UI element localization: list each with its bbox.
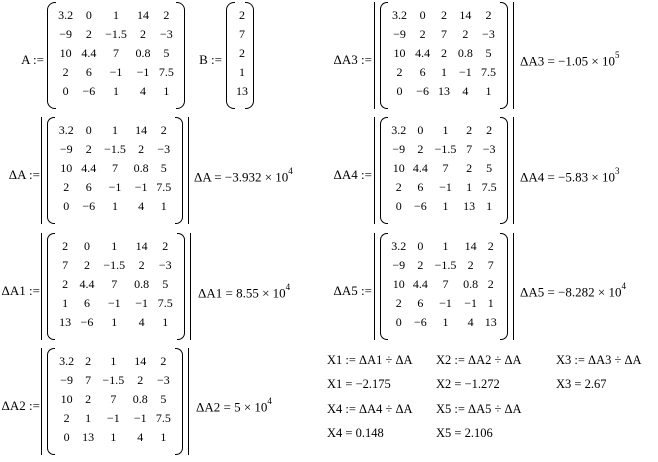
matrix-cell: 0 bbox=[63, 199, 70, 213]
matrix-cell: 1 bbox=[111, 199, 118, 213]
matrix-cells bbox=[233, 6, 251, 101]
matrix-cell: 1 bbox=[162, 315, 169, 329]
matrix-label-b: B := bbox=[199, 52, 222, 67]
matrix-cell: 1 bbox=[485, 84, 492, 98]
matrix-cells bbox=[54, 6, 178, 101]
matrix-cell: 0 bbox=[63, 430, 70, 444]
matrix-cell: 0 bbox=[85, 123, 92, 137]
matrix-row bbox=[388, 44, 500, 63]
matrix-cell: 0.8 bbox=[132, 392, 148, 406]
matrix-row bbox=[233, 25, 251, 44]
matrix-cell: 2 bbox=[63, 180, 70, 194]
matrix-cell: −9 bbox=[393, 27, 406, 41]
matrix-cell: 2 bbox=[63, 411, 70, 425]
x2-value: X2 = −1.272 bbox=[436, 377, 500, 391]
matrix-cell: −1 bbox=[133, 411, 147, 425]
matrix-cell: 13 bbox=[484, 315, 497, 329]
matrix-cell: 7.5 bbox=[157, 296, 173, 310]
matrix-cell: −6 bbox=[416, 84, 429, 98]
matrix-row bbox=[55, 140, 175, 159]
det-result-a2: $\Delta A2 = 5 \times 10^4$ bbox=[196, 396, 272, 415]
det-matrix-a4 bbox=[374, 117, 514, 224]
matrix-cell: 10 bbox=[60, 392, 73, 406]
matrix-cell: 7 bbox=[112, 46, 119, 60]
matrix-cell: 2 bbox=[62, 239, 69, 253]
matrix-cell: 1 bbox=[160, 199, 167, 213]
matrix-cell: 0 bbox=[395, 315, 402, 329]
matrix-cell: −1.5 bbox=[104, 142, 126, 156]
matrix-cells bbox=[55, 121, 175, 216]
matrix-cell: −1.5 bbox=[105, 27, 127, 41]
matrix-row bbox=[388, 294, 500, 313]
matrix-row bbox=[388, 25, 500, 44]
matrix-cell: 10 bbox=[393, 46, 406, 60]
matrix-cell: −1 bbox=[464, 296, 477, 310]
matrix-cell: 1 bbox=[112, 84, 119, 98]
matrix-cell: 2 bbox=[485, 8, 492, 22]
matrix-row bbox=[55, 428, 175, 447]
matrix-cell: 0.8 bbox=[135, 46, 151, 60]
matrix-cells bbox=[388, 121, 500, 216]
matrix-cell: 1 bbox=[163, 84, 170, 98]
matrix-cell: 0 bbox=[396, 84, 403, 98]
matrix-cell: −6 bbox=[82, 199, 96, 213]
matrix-cell: 4.4 bbox=[81, 46, 97, 60]
matrix-row bbox=[55, 256, 177, 275]
matrix-cell: −1.5 bbox=[434, 258, 457, 272]
matrix-cell: 2 bbox=[137, 373, 144, 387]
matrix-cell: 2 bbox=[160, 123, 167, 137]
det-matrix-a5 bbox=[374, 233, 514, 340]
matrix-cell: 7 bbox=[442, 161, 449, 175]
matrix-cell: 2 bbox=[85, 27, 92, 41]
matrix-cell: 2 bbox=[162, 239, 169, 253]
matrix-cell: 7 bbox=[442, 277, 449, 291]
matrix-cell: 1 bbox=[111, 123, 118, 137]
matrix-cell: 2 bbox=[462, 27, 469, 41]
matrix-cell: 1 bbox=[466, 180, 473, 194]
det-result-a: $\Delta A = -3.932 \times 10^4$ bbox=[194, 166, 293, 185]
matrix-cell: −1 bbox=[109, 65, 123, 79]
matrix-cell: 14 bbox=[459, 8, 472, 22]
matrix-cell: 1 bbox=[486, 199, 493, 213]
matrix-cell: 7 bbox=[239, 27, 245, 41]
matrix-cell: 7 bbox=[466, 142, 473, 156]
matrix-cell: 1 bbox=[442, 239, 449, 253]
matrix-cell: 0 bbox=[83, 239, 90, 253]
matrix-row bbox=[388, 140, 500, 159]
matrix-cell: −3 bbox=[482, 142, 496, 156]
matrix-cell: 7.5 bbox=[481, 180, 497, 194]
matrix-cell: 5 bbox=[486, 161, 493, 175]
x3-definition: X3 := ΔA3 ÷ ΔA bbox=[556, 353, 642, 367]
matrix-cell: 2 bbox=[239, 46, 245, 60]
matrix-row bbox=[55, 294, 177, 313]
det-result-a5: $\Delta A5 = -8.282 \times 10^4$ bbox=[520, 281, 626, 300]
matrix-cells bbox=[55, 237, 177, 332]
matrix-row bbox=[55, 275, 177, 294]
matrix-cells bbox=[55, 352, 175, 447]
matrix-cell: 0.8 bbox=[133, 161, 149, 175]
matrix-cell: 4 bbox=[462, 84, 469, 98]
matrix-cell: −1 bbox=[136, 65, 150, 79]
matrix-cell: 2 bbox=[85, 392, 92, 406]
matrix-cell: 3.2 bbox=[58, 8, 74, 22]
matrix-cell: −9 bbox=[392, 258, 406, 272]
matrix-cell: 7 bbox=[111, 277, 118, 291]
matrix-cell: −3 bbox=[157, 373, 170, 387]
matrix-row bbox=[55, 159, 175, 178]
x5-value: X5 = 2.106 bbox=[436, 426, 493, 440]
matrix-row bbox=[55, 313, 177, 332]
matrix-cell: 13 bbox=[82, 430, 95, 444]
matrix-cell: −1 bbox=[107, 296, 121, 310]
matrix-cell: 14 bbox=[135, 123, 148, 137]
matrix-cell: −6 bbox=[414, 315, 427, 329]
matrix-row bbox=[388, 313, 500, 332]
matrix-cell: 5 bbox=[162, 277, 169, 291]
matrix-row bbox=[388, 159, 500, 178]
matrix-cell: 0 bbox=[417, 123, 424, 137]
matrix-cell: 13 bbox=[463, 199, 476, 213]
matrix-cell: 2 bbox=[85, 354, 92, 368]
matrix-cell: 6 bbox=[417, 296, 424, 310]
matrix-cell: 2 bbox=[467, 258, 474, 272]
det-matrix-a1 bbox=[41, 233, 191, 340]
matrix-cell: 1 bbox=[442, 123, 449, 137]
matrix-row bbox=[388, 6, 500, 25]
matrix-cell: −9 bbox=[59, 27, 73, 41]
x1-value: X1 = −2.175 bbox=[327, 377, 391, 391]
matrix-cell: 7 bbox=[487, 258, 494, 272]
matrix-cells bbox=[388, 6, 500, 101]
x4-value: X4 = 0.148 bbox=[327, 426, 384, 440]
matrix-cell: 3.2 bbox=[59, 354, 75, 368]
matrix-cell: 14 bbox=[464, 239, 477, 253]
matrix-cell: −3 bbox=[157, 142, 171, 156]
matrix-cell: 1 bbox=[442, 315, 449, 329]
matrix-cell: 2 bbox=[487, 277, 494, 291]
matrix-row bbox=[388, 237, 500, 256]
matrix-row bbox=[54, 6, 178, 25]
matrix-row bbox=[55, 121, 175, 140]
matrix-cell: 2 bbox=[62, 277, 69, 291]
matrix-cell: −6 bbox=[414, 199, 427, 213]
matrix-cell: 2 bbox=[466, 161, 473, 175]
matrix-cell: 1 bbox=[111, 239, 118, 253]
matrix-row bbox=[388, 178, 500, 197]
matrix-cell: 4 bbox=[138, 315, 145, 329]
matrix-cell: 1 bbox=[111, 315, 118, 329]
det-result-a1: $\Delta A1 = 8.55 \times 10^4$ bbox=[198, 282, 291, 301]
matrix-row bbox=[388, 256, 500, 275]
matrix-row bbox=[54, 63, 178, 82]
matrix-cell: 13 bbox=[59, 315, 72, 329]
matrix-cell: 14 bbox=[134, 354, 147, 368]
matrix-cell: 14 bbox=[135, 239, 148, 253]
matrix-cell: 2 bbox=[62, 65, 69, 79]
matrix-cell: 2 bbox=[239, 8, 245, 22]
matrix-cell: 2 bbox=[396, 65, 403, 79]
matrix-cell: −1 bbox=[108, 180, 122, 194]
matrix-a bbox=[47, 2, 185, 109]
matrix-cells bbox=[388, 237, 500, 332]
matrix-cell: −3 bbox=[159, 27, 173, 41]
matrix-cell: 2 bbox=[419, 27, 426, 41]
matrix-cell: −1 bbox=[135, 296, 149, 310]
matrix-row bbox=[388, 82, 500, 101]
matrix-cell: 1 bbox=[62, 296, 69, 310]
matrix-cell: 1 bbox=[85, 411, 92, 425]
matrix-row bbox=[233, 44, 251, 63]
matrix-cell: 4.4 bbox=[412, 277, 428, 291]
matrix-row bbox=[388, 121, 500, 140]
matrix-cell: 2 bbox=[487, 239, 494, 253]
matrix-cell: 2 bbox=[440, 8, 447, 22]
matrix-cell: 2 bbox=[395, 296, 402, 310]
matrix-cell: 2 bbox=[395, 180, 402, 194]
matrix-cell: 2 bbox=[140, 27, 147, 41]
det-label-a1: ΔA1 := bbox=[1, 283, 40, 298]
matrix-cell: 2 bbox=[138, 258, 145, 272]
matrix-cell: −1 bbox=[134, 180, 148, 194]
matrix-cell: 2 bbox=[83, 258, 90, 272]
matrix-cell: 1 bbox=[487, 296, 494, 310]
matrix-cell: 5 bbox=[485, 46, 492, 60]
matrix-cell: −1 bbox=[458, 65, 472, 79]
det-label-a4: ΔA4 := bbox=[333, 167, 372, 182]
matrix-cell: −1 bbox=[106, 411, 120, 425]
matrix-cell: 7 bbox=[62, 258, 69, 272]
det-label-a2: ΔA2 := bbox=[1, 398, 40, 413]
matrix-cell: 0 bbox=[85, 8, 92, 22]
matrix-cell: 7 bbox=[110, 392, 117, 406]
x3-value: X3 = 2.67 bbox=[556, 377, 607, 391]
matrix-cell: 13 bbox=[437, 84, 450, 98]
matrix-cell: 7 bbox=[85, 373, 92, 387]
matrix-row bbox=[55, 409, 175, 428]
matrix-cell: 4 bbox=[467, 315, 474, 329]
matrix-cell: 1 bbox=[110, 430, 117, 444]
matrix-cell: 2 bbox=[466, 123, 473, 137]
det-label-a3: ΔA3 := bbox=[333, 52, 372, 67]
matrix-cell: 1 bbox=[442, 199, 449, 213]
matrix-cell: 10 bbox=[59, 46, 72, 60]
det-matrix-a3 bbox=[374, 2, 514, 109]
matrix-row bbox=[388, 63, 500, 82]
matrix-cell: −1 bbox=[439, 296, 452, 310]
matrix-cell: −9 bbox=[59, 142, 73, 156]
matrix-cell: 0 bbox=[419, 8, 426, 22]
matrix-cell: −9 bbox=[392, 142, 406, 156]
x1-definition: X1 := ΔA1 ÷ ΔA bbox=[327, 353, 413, 367]
matrix-cell: 2 bbox=[417, 258, 424, 272]
matrix-cell: 13 bbox=[236, 84, 248, 98]
matrix-cell: 4 bbox=[138, 199, 145, 213]
det-matrix-a2 bbox=[41, 348, 189, 455]
det-matrix-a bbox=[41, 117, 189, 224]
matrix-row bbox=[233, 6, 251, 25]
matrix-cell: 2 bbox=[138, 142, 145, 156]
det-label-a: ΔA := bbox=[8, 167, 40, 182]
matrix-cell: 10 bbox=[60, 161, 73, 175]
matrix-cell: 6 bbox=[83, 296, 90, 310]
matrix-row bbox=[55, 197, 175, 216]
matrix-cell: 14 bbox=[137, 8, 150, 22]
matrix-cell: 4 bbox=[140, 84, 147, 98]
matrix-cell: −3 bbox=[482, 27, 495, 41]
matrix-cell: 6 bbox=[85, 65, 92, 79]
matrix-cell: 2 bbox=[417, 142, 424, 156]
matrix-cell: 0 bbox=[62, 84, 69, 98]
matrix-row bbox=[55, 237, 177, 256]
matrix-cell: 10 bbox=[392, 277, 405, 291]
matrix-cell: −9 bbox=[60, 373, 73, 387]
matrix-cell: −1.5 bbox=[434, 142, 457, 156]
x5-definition: X5 := ΔA5 ÷ ΔA bbox=[436, 402, 522, 416]
matrix-cell: 3.2 bbox=[391, 239, 407, 253]
det-result-a3: $\Delta A3 = -1.05 \times 10^5$ bbox=[520, 50, 620, 69]
matrix-cell: 6 bbox=[85, 180, 92, 194]
matrix-cell: 3.2 bbox=[58, 123, 74, 137]
matrix-cell: −1 bbox=[439, 180, 452, 194]
matrix-cell: 7.5 bbox=[158, 65, 174, 79]
matrix-cell: −3 bbox=[158, 258, 172, 272]
matrix-cell: 6 bbox=[419, 65, 426, 79]
x2-definition: X2 := ΔA2 ÷ ΔA bbox=[436, 353, 522, 367]
matrix-row bbox=[54, 25, 178, 44]
matrix-row bbox=[55, 178, 175, 197]
x4-definition: X4 := ΔA4 ÷ ΔA bbox=[327, 402, 413, 416]
matrix-cell: 4.4 bbox=[79, 277, 95, 291]
det-label-a5: ΔA5 := bbox=[333, 283, 372, 298]
matrix-cell: 0 bbox=[417, 239, 424, 253]
matrix-row bbox=[388, 275, 500, 294]
matrix-cell: 10 bbox=[392, 161, 405, 175]
matrix-cell: 0.8 bbox=[463, 277, 479, 291]
matrix-cell: −6 bbox=[80, 315, 94, 329]
matrix-cell: 2 bbox=[486, 123, 493, 137]
matrix-cell: 0.8 bbox=[134, 277, 150, 291]
matrix-row bbox=[55, 390, 175, 409]
matrix-row bbox=[54, 82, 178, 101]
matrix-cell: −1.5 bbox=[103, 258, 126, 272]
matrix-row bbox=[233, 82, 251, 101]
matrix-cell: 1 bbox=[110, 354, 117, 368]
matrix-cell: 7 bbox=[111, 161, 118, 175]
matrix-cell: 2 bbox=[163, 8, 170, 22]
matrix-cell: 1 bbox=[239, 65, 245, 79]
matrix-cell: 0 bbox=[395, 199, 402, 213]
matrix-cell: 7.5 bbox=[480, 65, 496, 79]
matrix-cell: 0.8 bbox=[457, 46, 473, 60]
matrix-cell: −1.5 bbox=[102, 373, 125, 387]
matrix-cell: 5 bbox=[160, 161, 167, 175]
det-result-a4: $\Delta A4 = -5.83 \times 10^3$ bbox=[520, 166, 620, 185]
matrix-cell: 7.5 bbox=[156, 180, 172, 194]
matrix-cell: −6 bbox=[82, 84, 96, 98]
matrix-cell: 7 bbox=[440, 27, 447, 41]
matrix-cell: 4.4 bbox=[415, 46, 431, 60]
matrix-b bbox=[226, 2, 254, 109]
matrix-cell: 2 bbox=[440, 46, 447, 60]
matrix-cell: 3.2 bbox=[391, 123, 407, 137]
matrix-cell: 1 bbox=[160, 430, 167, 444]
matrix-cell: 4 bbox=[137, 430, 144, 444]
matrix-cell: 1 bbox=[440, 65, 447, 79]
matrix-cell: 4.4 bbox=[81, 161, 97, 175]
matrix-row bbox=[55, 371, 175, 390]
matrix-cell: 5 bbox=[163, 46, 170, 60]
matrix-cell: 3.2 bbox=[392, 8, 408, 22]
matrix-cell: 6 bbox=[417, 180, 424, 194]
matrix-cell: 1 bbox=[112, 8, 119, 22]
matrix-row bbox=[388, 197, 500, 216]
matrix-cell: 4.4 bbox=[412, 161, 428, 175]
matrix-cell: 2 bbox=[85, 142, 92, 156]
matrix-label-a: A := bbox=[21, 52, 44, 67]
matrix-row bbox=[233, 63, 251, 82]
matrix-cell: 2 bbox=[160, 354, 167, 368]
matrix-row bbox=[54, 44, 178, 63]
matrix-row bbox=[55, 352, 175, 371]
matrix-cell: 5 bbox=[160, 392, 167, 406]
matrix-cell: 7.5 bbox=[155, 411, 171, 425]
